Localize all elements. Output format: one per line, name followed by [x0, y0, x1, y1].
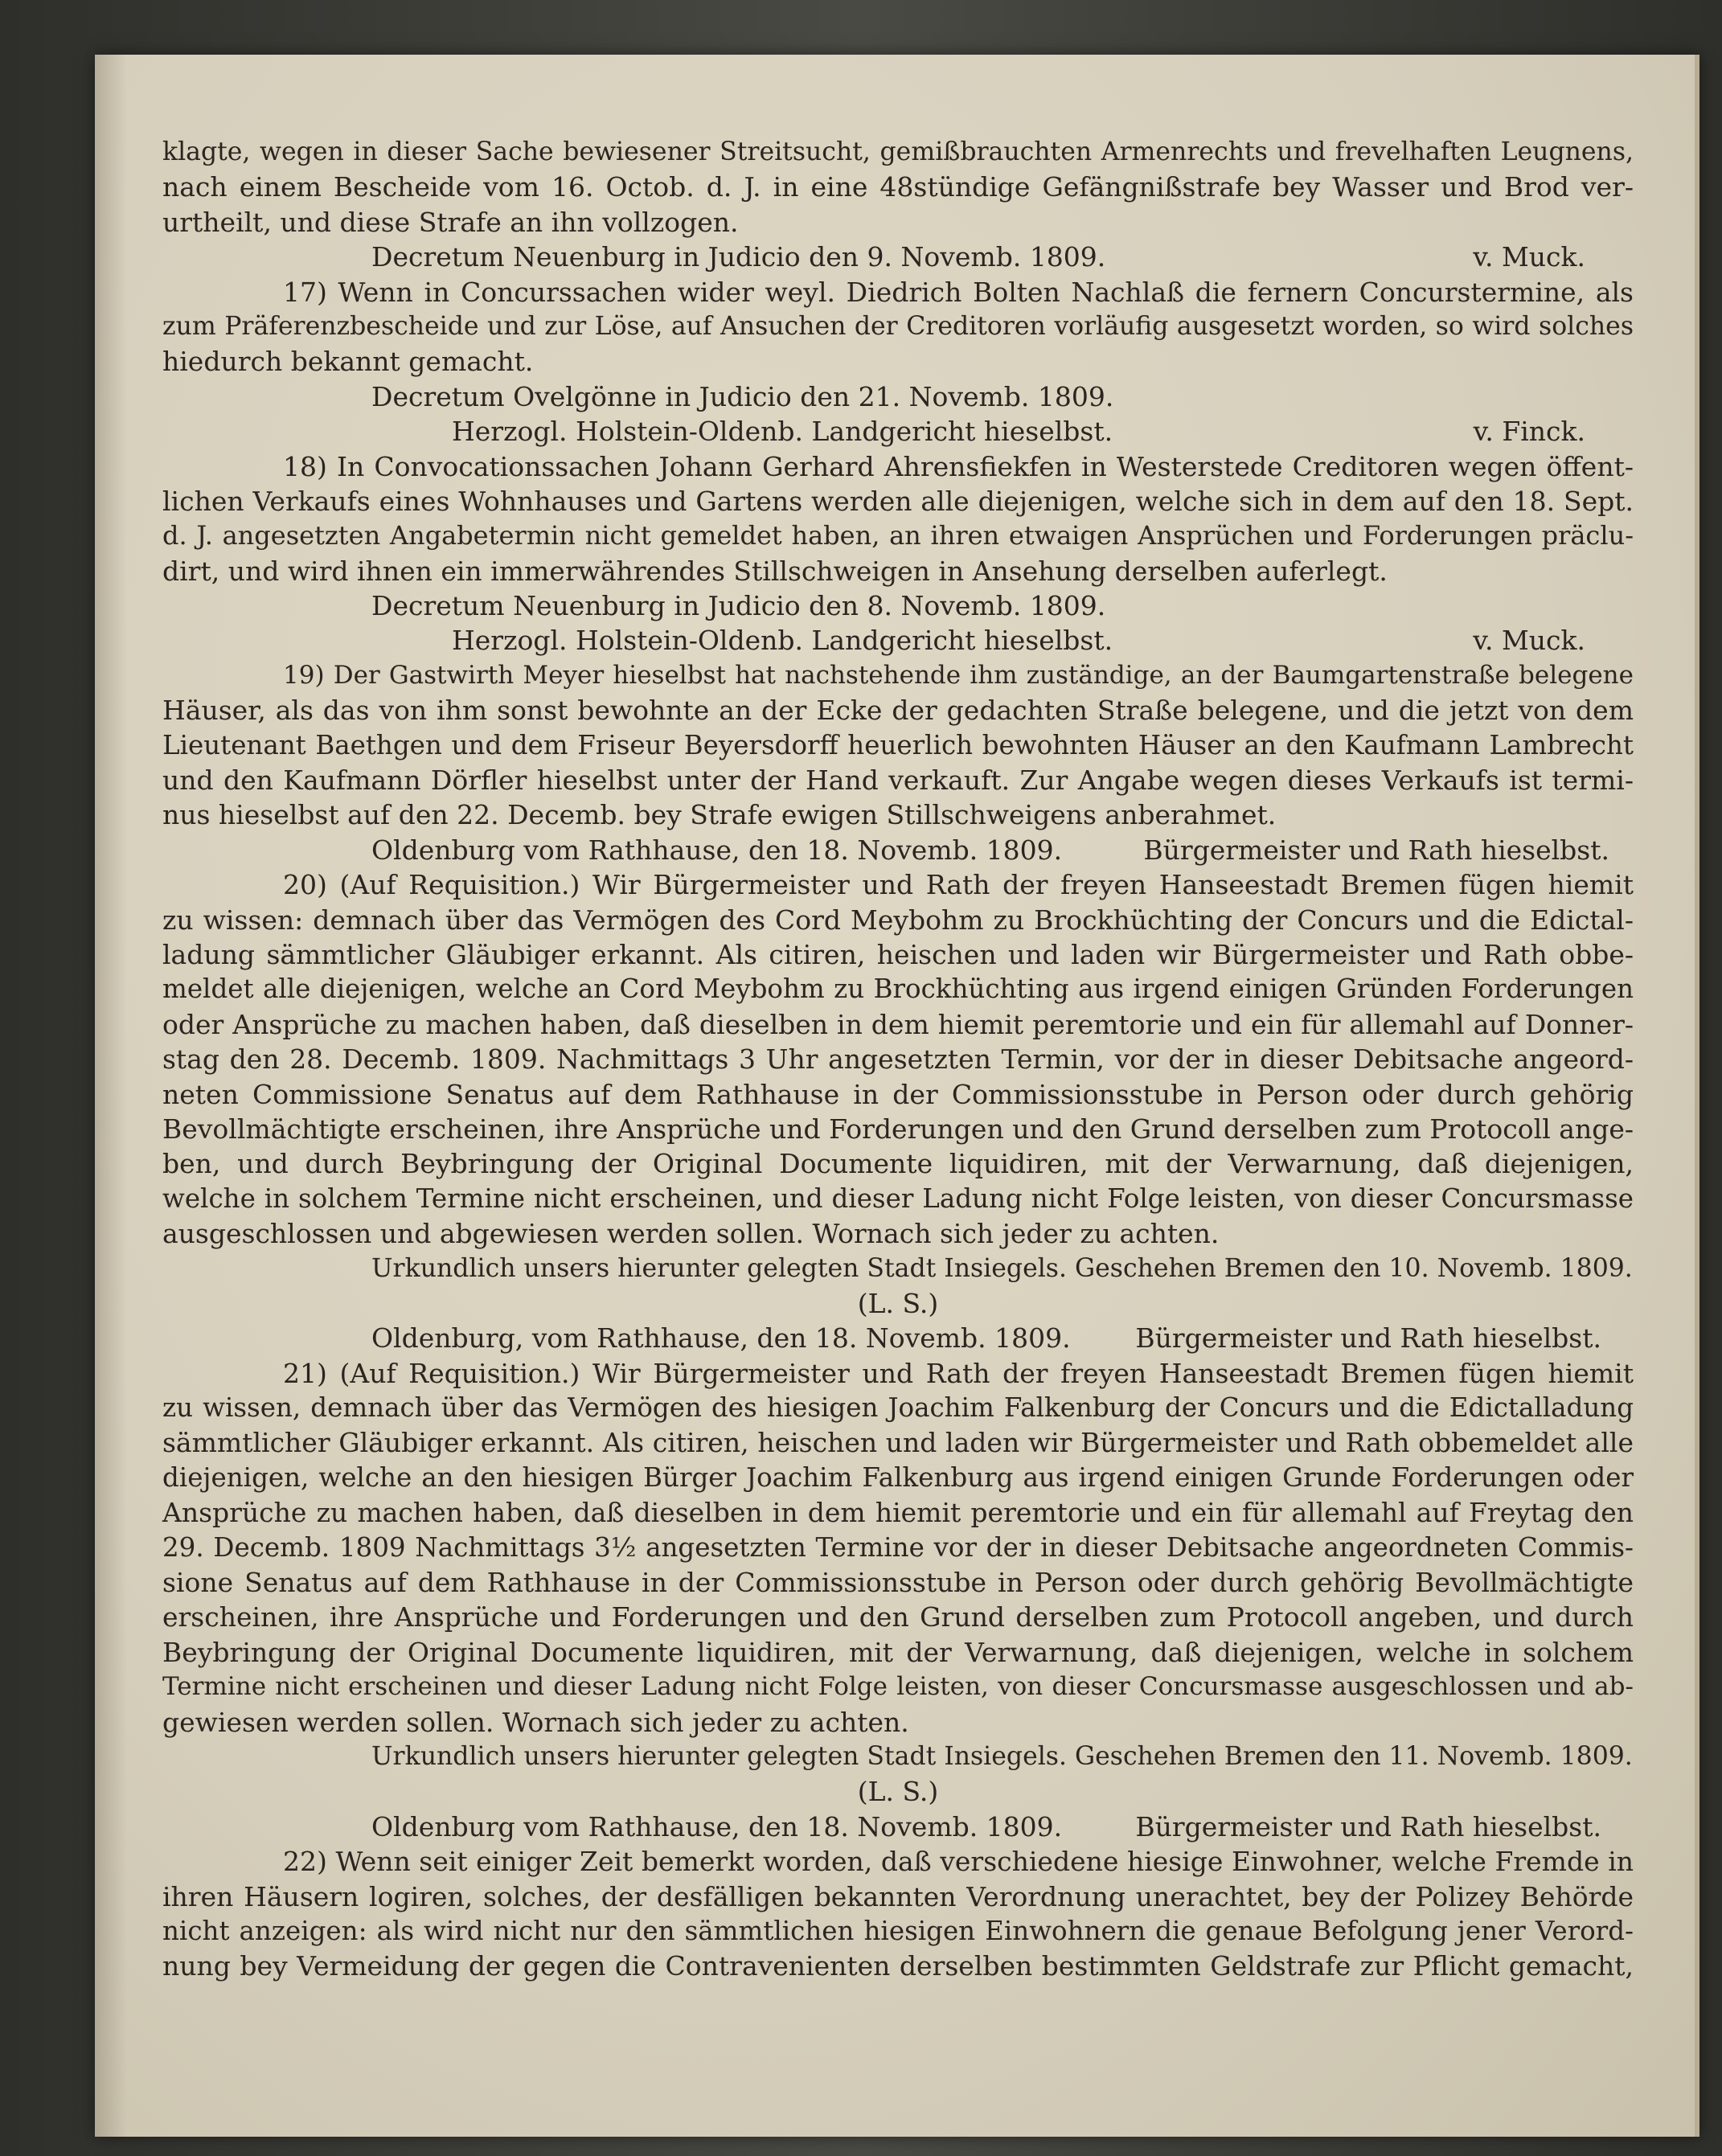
text-line: dirt, und wird ihnen ein immerwährendes Stillschweigen in Ansehung derselben auferlegt. — [162, 555, 1388, 587]
text-line: Häuser, als das von ihm sonst bewohnte an der Ecke der gedachten Straße belegene, und die jetzt von dem — [162, 695, 1634, 727]
decree-line: Decretum Neuenburg in Judicio den 9. Novemb. 1809. — [371, 241, 1106, 273]
decree-signature-line — [162, 240, 1634, 274]
court-name: Herzogl. Holstein-Oldenb. Landgericht hieselbst. — [452, 625, 1113, 657]
text-line: neten Commissione Senatus auf dem Rathhause in der Commissionsstube in Person oder durch gehörig — [162, 1078, 1634, 1110]
text-line: Ansprüche zu machen haben, daß dieselben in dem hiemit peremtorie und ein für allemahl auf Freytag den — [162, 1497, 1634, 1529]
text-line: Bevollmächtigte erscheinen, ihre Ansprüche und Forderungen und den Grund derselben zum Protocoll ange- — [162, 1113, 1634, 1145]
text-line: hiedurch bekannt gemacht. — [162, 346, 534, 378]
town-hall-signature-line — [162, 833, 1634, 867]
seal-mark: (L. S.) — [857, 1287, 939, 1319]
text-line: ben, und durch Beybringung der Original Documente liquidiren, mit der Verwarnung, daß diejenigen, — [162, 1148, 1634, 1180]
decree-line: Decretum Ovelgönne in Judicio den 21. Novemb. 1809. — [371, 380, 1114, 412]
text-line: d. J. angesetzten Angabetermin nicht gemeldet haben, an ihren etwaigen Ansprüchen und Forderungen präclu- — [162, 520, 1634, 551]
text-line: nung bey Vermeidung der gegen die Contravenienten derselben bestimmten Geldstrafe zur Pflicht gemacht, — [162, 1950, 1634, 1982]
court-signature-line — [162, 623, 1634, 658]
text-line: klagte, wegen in dieser Sache bewiesener Streitsucht, gemißbrauchten Armenrechts und frevelhaften Leugnens, — [162, 137, 1634, 166]
text-line: zum Präferenzbescheide und zur Löse, auf Ansuchen der Creditoren vorläufig ausgesetzt worden, so wird solches — [162, 311, 1634, 341]
text-line: und den Kaufmann Dörfler hieselbst unter der Hand verkauft. Zur Angabe wegen dieses Verkaufs ist termi- — [162, 764, 1634, 797]
text-line: welche in solchem Termine nicht erscheinen, und dieser Ladung nicht Folge leisten, von dieser Concursmasse — [162, 1183, 1634, 1214]
text-line: Termine nicht erscheinen und dieser Ladung nicht Folge leisten, von dieser Concursmasse ausgeschlossen und ab- — [162, 1672, 1634, 1702]
town-hall-signature-line — [162, 1810, 1634, 1844]
town-hall-signature-line — [162, 1321, 1634, 1355]
place-date: Oldenburg vom Rathhause, den 18. Novemb. 1809. — [371, 1810, 1063, 1842]
notice-17-start: 17) Wenn in Concurssachen wider weyl. Diedrich Bolten Nachlaß die fernern Concurstermine, als — [283, 276, 1634, 308]
text-line: Lieutenant Baethgen und dem Friseur Beyersdorff heuerlich bewohnten Häuser an den Kaufmann Lambrecht — [162, 729, 1634, 760]
signatory: Bürgermeister und Rath hieselbst. — [1135, 1810, 1601, 1842]
text-line: ladung sämmtlicher Gläubiger erkannt. Als citiren, heischen und laden wir Bürgermeister und Rath obbe- — [162, 938, 1634, 970]
court-signature-line — [162, 414, 1634, 449]
page-text — [162, 135, 1634, 1984]
text-line: stag den 28. Decemb. 1809. Nachmittags 3 Uhr angesetzten Termin, vor der in dieser Debitsache angeord- — [162, 1043, 1634, 1076]
text-line: lichen Verkaufs eines Wohnhauses und Gartens werden alle diejenigen, welche sich in dem auf den 18. Sept. — [162, 485, 1634, 517]
text-line: meldet alle diejenigen, welche an Cord Meybohm zu Brockhüchting aus irgend einigen Gründen Forderungen — [162, 973, 1634, 1005]
signatory: Bürgermeister und Rath hieselbst. — [1143, 834, 1609, 866]
text-line: nus hieselbst auf den 22. Decemb. bey Strafe ewigen Stillschweigens anberahmet. — [162, 799, 1277, 831]
decree-line: Decretum Neuenburg in Judicio den 8. Novemb. 1809. — [371, 590, 1106, 622]
text-line: zu wissen, demnach über das Vermögen des hiesigen Joachim Falkenburg der Concurs und die Edictalladung — [162, 1392, 1634, 1424]
signatory: v. Muck. — [1473, 241, 1585, 273]
notice-22-start: 22) Wenn seit einiger Zeit bemerkt worden, daß verschiedene hiesige Einwohner, welche Fremde in — [283, 1846, 1634, 1878]
newspaper-page — [95, 55, 1699, 2137]
page-gutter-shadow — [95, 55, 127, 2137]
notice-19-start: 19) Der Gastwirth Meyer hieselbst hat nachstehende ihm zuständige, an der Baumgartenstraße belegene — [283, 660, 1634, 690]
text-line: gewiesen werden sollen. Wornach sich jeder zu achten. — [162, 1706, 909, 1738]
signatory: v. Muck. — [1473, 625, 1585, 657]
text-line: erscheinen, ihre Ansprüche und Forderungen und den Grund derselben zum Protocoll angeben, und durch — [162, 1601, 1634, 1633]
text-line: ihren Häusern logiren, solches, der desfälligen bekannten Verordnung unerachtet, bey der Polizey Behörde — [162, 1880, 1634, 1912]
signatory: v. Finck. — [1473, 416, 1585, 448]
seal-attestation-line: Urkundlich unsers hierunter gelegten Stadt Insiegels. Geschehen Bremen den 10. Novemb. 1809. — [371, 1253, 1633, 1283]
court-name: Herzogl. Holstein-Oldenb. Landgericht hieselbst. — [452, 416, 1113, 448]
seal-mark: (L. S.) — [857, 1776, 939, 1808]
text-line: 29. Decemb. 1809 Nachmittags 3½ angesetzten Termine vor der in dieser Debitsache angeordneten Commis- — [162, 1531, 1634, 1563]
seal-attestation-line: Urkundlich unsers hierunter gelegten Stadt Insiegels. Geschehen Bremen den 11. Novemb. 1809. — [371, 1741, 1633, 1771]
text-line: sione Senatus auf dem Rathhause in der Commissionsstube in Person oder durch gehörig Bevollmächtigte — [162, 1567, 1634, 1599]
place-date: Oldenburg, vom Rathhause, den 18. Novemb. 1809. — [371, 1322, 1071, 1355]
text-line: diejenigen, welche an den hiesigen Bürger Joachim Falkenburg aus irgend einigen Grunde Forderungen oder — [162, 1461, 1634, 1493]
text-line: oder Ansprüche zu machen haben, daß dieselben in dem hiemit peremtorie und ein für allemahl auf Donner- — [162, 1008, 1634, 1040]
text-line: nicht anzeigen: als wird nicht nur den sämmtlichen hiesigen Einwohnern die genaue Befolgung jener Verord- — [162, 1915, 1634, 1946]
notice-20-start: 20) (Auf Requisition.) Wir Bürgermeister und Rath der freyen Hanseestadt Bremen fügen hiemit — [283, 869, 1634, 901]
place-date: Oldenburg vom Rathhause, den 18. Novemb. 1809. — [371, 834, 1063, 866]
notice-21-start: 21) (Auf Requisition.) Wir Bürgermeister und Rath der freyen Hanseestadt Bremen fügen hiemit — [283, 1357, 1634, 1389]
text-line: nach einem Bescheide vom 16. Octob. d. J. in eine 48stündige Gefängnißstrafe bey Wasser und Brod ver- — [162, 171, 1634, 203]
signatory: Bürgermeister und Rath hieselbst. — [1135, 1322, 1601, 1355]
text-line: ausgeschlossen und abgewiesen werden sollen. Wornach sich jeder zu achten. — [162, 1218, 1220, 1250]
text-line: urtheilt, und diese Strafe an ihn vollzogen. — [162, 206, 739, 238]
text-line: zu wissen: demnach über das Vermögen des Cord Meybohm zu Brockhüchting der Concurs und die Edictal- — [162, 904, 1634, 936]
notice-18-start: 18) In Convocationssachen Johann Gerhard Ahrensfiekfen in Westerstede Creditoren wegen öffent- — [283, 450, 1634, 482]
text-line: sämmtlicher Gläubiger erkannt. Als citiren, heischen und laden wir Bürgermeister und Rath obbemeldet alle — [162, 1427, 1634, 1459]
text-line: Beybringung der Original Documente liquidiren, mit der Verwarnung, daß diejenigen, welche in solchem — [162, 1636, 1634, 1668]
